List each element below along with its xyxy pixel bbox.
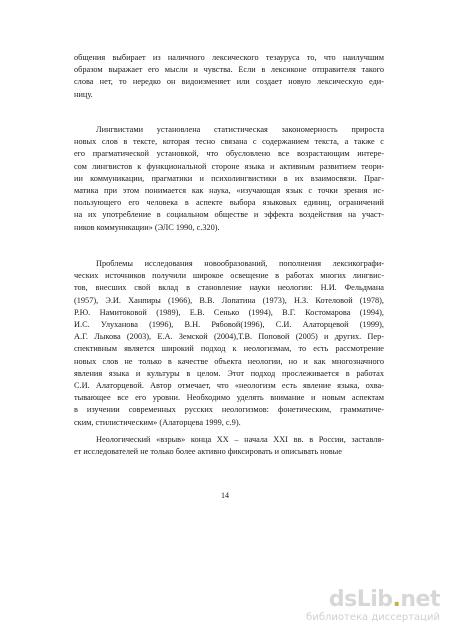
text-line: ческих источников получили широкое освещение в работах многих лингвис- xyxy=(74,271,384,281)
text-line: образом выражает его мысли и чувства. Если в лексиконе отправителя такого xyxy=(74,65,384,75)
text-line: пользующего его человека в аспекте выбора языковых единиц, ограничений xyxy=(74,198,384,208)
text-line: ников коммуникации» (ЭЛС 1990, с.320). xyxy=(74,222,220,232)
text-line: (1957), Э.И. Ханпиры (1966), В.В. Лопатина (1973), Н.З. Котеловой (1978), xyxy=(74,295,384,305)
text-line: тывающее все его уровни. Необходимо уделять внимание и новым аспектам xyxy=(74,393,384,403)
text-line: Неологический «взрыв» конца ХХ – начала ХХI вв. в России, заставля- xyxy=(96,435,384,444)
paragraph xyxy=(74,258,384,429)
watermark-logo-main: dsLib xyxy=(328,587,393,612)
page-number: 14 xyxy=(221,491,229,500)
text-line: С.И. Алаторцевой. Автор отмечает, что «неологизм есть явление языка, охва- xyxy=(74,381,384,391)
text-line: в изучении современных русских неологизмов: фонетическим, грамматиче- xyxy=(74,405,384,415)
text-line: слова нет, то нередко он видоизменяет или создает новую лексическую еди- xyxy=(74,77,384,87)
text-line: матика при этом понимается как наука, «изучающая язык с точки зрения ис- xyxy=(74,186,384,196)
watermark-caption: библиотека диссертаций xyxy=(306,612,440,623)
text-line: тов, внесших свой вклад в становление науки неологии: Н.И. Фельдмана xyxy=(74,283,384,293)
text-line: явления языка и культуры в целом. Этот подход прослеживается в работах xyxy=(74,368,384,378)
paragraph xyxy=(74,52,384,101)
text-line: Проблемы исследования новообразований, пополнения лексикографи- xyxy=(96,259,384,268)
text-line: ницу. xyxy=(74,89,93,99)
text-line: ским, стилистическим» (Алаторцева 1999, с.9). xyxy=(74,417,241,427)
watermark-logo-tld: net xyxy=(400,587,440,612)
text-line: спективным является широкий подход к неологизмам, то есть рассмотрение xyxy=(74,344,384,354)
text-line: общения выбирает из наличного лексического тезауруса то, что наилучшим xyxy=(74,53,384,62)
text-line: И.С. Улуханова (1996), В.Н. Рябовой(1996), С.И. Алаторцевой (1999), xyxy=(74,320,384,330)
text-line: новых слов не только в качестве объекта неологии, но и как многозначного xyxy=(74,356,384,366)
text-line: Лингвистами установлена статистическая закономерность прироста xyxy=(96,125,384,134)
paragraph xyxy=(74,434,384,458)
text-line: ет исследователей не только более активно фиксировать и описывать новые xyxy=(74,447,342,457)
text-line: А.Г. Лыкова (2003), Е.А. Земской (2004),Т.В. Поповой (2005) и других. Пер- xyxy=(74,332,384,342)
watermark-logo xyxy=(329,587,440,612)
watermark-logo-dot: . xyxy=(392,587,401,612)
text-line: Р.Ю. Намитоковой (1989), Е.В. Сенько (1994), В.Г. Костомарова (1994), xyxy=(74,307,384,317)
text-line: на их употребление в социальном обществе и эффекта воздействия на участ- xyxy=(74,210,384,220)
text-line: ии коммуникации, прагматики и психолингвистики в их взаимосвязи. Праг- xyxy=(74,173,384,183)
paragraph xyxy=(74,124,384,234)
text-line: сом лингвистов к функциональной стороне языка и активным развитием теори- xyxy=(74,161,384,171)
dslib-watermark xyxy=(305,587,440,627)
text-line: новых слов в тексте, которая тесно связана с содержанием текста, а также с xyxy=(74,137,384,147)
text-line: его прагматической установкой, что обусловлено все возрастающим интере- xyxy=(74,149,384,159)
